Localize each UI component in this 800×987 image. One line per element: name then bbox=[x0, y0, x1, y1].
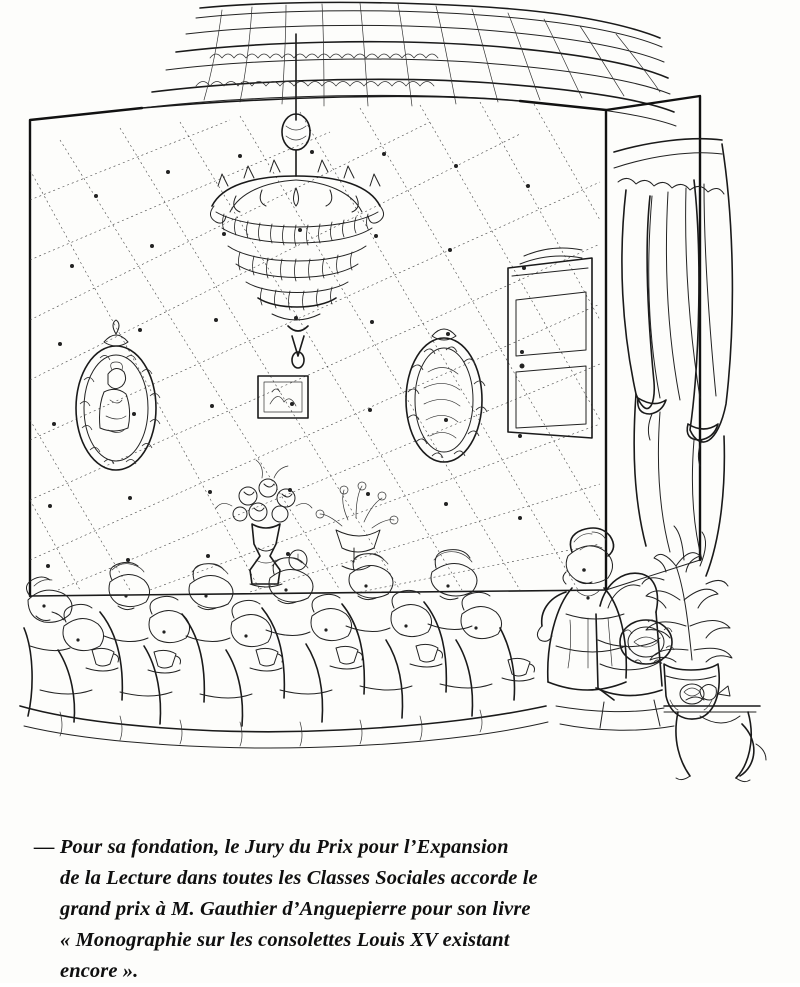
wall-structure bbox=[30, 96, 700, 596]
seated-audience bbox=[20, 550, 548, 748]
window-curtain bbox=[614, 139, 732, 576]
vase-of-roses bbox=[216, 460, 312, 587]
center-framed-picture bbox=[258, 376, 308, 418]
standing-hostess bbox=[537, 528, 626, 690]
armchair-and-console bbox=[596, 573, 760, 781]
cartoon-caption bbox=[0, 832, 800, 987]
caption-line-2: de la Lecture dans toutes les Classes Sociales accorde le bbox=[60, 867, 538, 889]
ceiling bbox=[142, 2, 676, 126]
caption-line-5: encore ». bbox=[60, 960, 139, 982]
lattice-wallpaper bbox=[30, 102, 600, 592]
caption-line-3: grand prix à M. Gauthier d’Anguepierre pour son livre bbox=[60, 898, 531, 920]
floor-line bbox=[556, 706, 766, 776]
lattice-node-dots bbox=[46, 150, 530, 568]
panelled-door[interactable] bbox=[508, 248, 592, 438]
left-oval-portrait bbox=[76, 320, 160, 470]
caption-line-4: « Monographie sur les consolettes Louis XV existant bbox=[60, 929, 510, 951]
caption-line-1: — Pour sa fondation, le Jury du Prix pour l’Expansion bbox=[34, 836, 509, 858]
right-oval-mirror bbox=[406, 329, 487, 462]
